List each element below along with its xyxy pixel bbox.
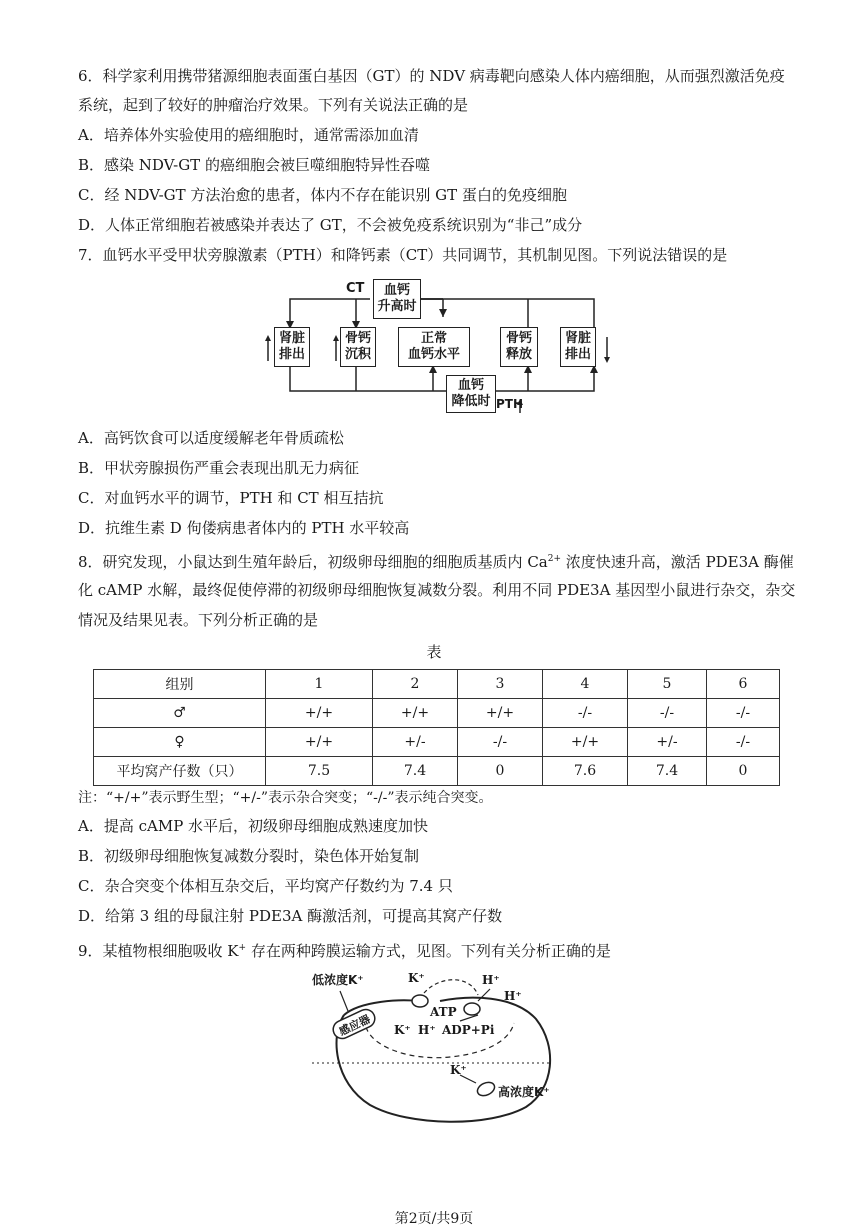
table-cell: +/+ xyxy=(266,699,373,728)
q6-option-a: A．培养体外实验使用的癌细胞时，通常需添加血清 xyxy=(78,126,419,144)
table-cell: +/+ xyxy=(458,699,543,728)
adp-label: ADP+Pi xyxy=(442,1023,495,1037)
q8-ca-charge: 2+ xyxy=(547,554,562,564)
table-cell: -/- xyxy=(628,699,707,728)
high-k-label: 高浓度K⁺ xyxy=(498,1085,550,1099)
box-kidney-right-line1: 肾脏 xyxy=(564,331,591,346)
h-top-label-1: H⁺ xyxy=(482,973,500,987)
box-calcium-high xyxy=(373,279,421,319)
table-cell: 7.6 xyxy=(543,757,628,786)
table-row xyxy=(94,757,780,786)
table-cell: +/+ xyxy=(543,728,628,757)
low-k-label: 低浓度K⁺ xyxy=(312,973,364,987)
header-cell: 组别 xyxy=(94,670,266,699)
q7-option-b: B．甲状旁腺损伤严重会表现出肌无力病征 xyxy=(78,459,360,477)
box-normal-line1: 正常 xyxy=(420,331,447,346)
box-calcium-high-line2: 升高时 xyxy=(377,299,417,314)
q7-option-d: D．抗维生素 D 佝偻病患者体内的 PTH 水平较高 xyxy=(78,519,410,537)
q6-option-c: C．经 NDV-GT 方法治愈的患者，体内不存在能识别 GT 蛋白的免疫细胞 xyxy=(78,186,567,204)
header-cell: 5 xyxy=(628,670,707,699)
pth-label: PTH xyxy=(496,397,524,411)
header-cell: 4 xyxy=(543,670,628,699)
q8-option-a: A．提高 cAMP 水平后，初级卵母细胞成熟速度加快 xyxy=(78,817,429,835)
table-cell: -/- xyxy=(458,728,543,757)
q9-stem-a: 9．某植物根细胞吸收 K xyxy=(78,942,239,960)
calcium-regulation-diagram xyxy=(258,277,614,417)
q7-stem: 7．血钙水平受甲状旁腺激素（PTH）和降钙素（CT）共同调节，其机制见图。下列说法错误的是 xyxy=(78,246,728,264)
h-top-label-2: H⁺ xyxy=(504,989,522,1003)
table-cell: 7.4 xyxy=(373,757,458,786)
q9-k-charge: + xyxy=(238,943,247,953)
header-cell: 2 xyxy=(373,670,458,699)
box-bone-deposit xyxy=(340,327,376,367)
ct-label: CT xyxy=(346,281,365,296)
q9-stem-b: 存在两种跨膜运输方式，见图。下列有关分析正确的是 xyxy=(246,942,611,960)
table-cell: 7.5 xyxy=(266,757,373,786)
q6-option-b: B．感染 NDV-GT 的癌细胞会被巨噬细胞特异性吞噬 xyxy=(78,156,430,174)
box-normal-calcium xyxy=(398,327,470,367)
box-kidney-left-line1: 肾脏 xyxy=(278,331,305,346)
box-calcium-low xyxy=(446,375,496,413)
header-cell: 3 xyxy=(458,670,543,699)
table-cell: +/+ xyxy=(373,699,458,728)
receptor-label: 感应器 xyxy=(337,1012,373,1039)
q6-stem-line2: 系统，起到了较好的肿瘤治疗效果。下列有关说法正确的是 xyxy=(78,96,469,114)
header-cell: 1 xyxy=(266,670,373,699)
table-cell: 0 xyxy=(458,757,543,786)
table-cell: 0 xyxy=(707,757,780,786)
table-note: 注：“+/+”表示野生型；“+/-”表示杂合突变；“-/-”表示纯合突变。 xyxy=(78,790,493,806)
atp-label: ATP xyxy=(430,1005,457,1019)
q8-stem-line1 xyxy=(78,549,794,572)
box-kidney-right-line2: 排出 xyxy=(564,347,591,362)
q6-stem-line1: 6．科学家利用携带猪源细胞表面蛋白基因（GT）的 NDV 病毒靶向感染人体内癌细胞，从而强烈激活免疫 xyxy=(78,67,785,85)
box-kidney-excrete-left xyxy=(274,327,310,367)
q8-option-d: D．给第 3 组的母鼠注射 PDE3A 酶激活剂，可提高其窝产仔数 xyxy=(78,907,503,925)
table-cell: +/- xyxy=(373,728,458,757)
table-cell: ♂ xyxy=(94,699,266,728)
q8-stem-line1-b: 浓度快速升高，激活 PDE3A 酶催 xyxy=(561,553,794,571)
table-caption: 表 xyxy=(426,643,442,661)
box-calcium-low-line2: 降低时 xyxy=(451,394,491,409)
table-cell: 平均窝产仔数（只） xyxy=(94,757,266,786)
k-inside-label: K⁺ xyxy=(394,1023,411,1037)
box-calcium-high-line1: 血钙 xyxy=(383,283,410,298)
box-bone-release xyxy=(500,327,538,367)
q8-option-c: C．杂合突变个体相互杂交后，平均窝产仔数约为 7.4 只 xyxy=(78,877,453,895)
box-bone-release-line1: 骨钙 xyxy=(505,331,532,346)
q8-stem-line3: 情况及结果见表。下列分析正确的是 xyxy=(78,611,319,629)
box-kidney-excrete-right xyxy=(560,327,596,367)
q8-stem-line1-a: 8．研究发现，小鼠达到生殖年龄后，初级卵母细胞的细胞质基质内 Ca xyxy=(78,553,548,571)
table-header-row xyxy=(94,670,780,699)
table-cell: -/- xyxy=(707,699,780,728)
k-bottom-label: K⁺ xyxy=(450,1063,467,1077)
table-cell: -/- xyxy=(543,699,628,728)
table-cell: +/- xyxy=(628,728,707,757)
k-transport-diagram xyxy=(300,965,560,1135)
q7-option-a: A．高钙饮食可以适度缓解老年骨质疏松 xyxy=(78,429,344,447)
h-inside-label: H⁺ xyxy=(418,1023,436,1037)
table-row xyxy=(94,728,780,757)
box-bone-deposit-line2: 沉积 xyxy=(344,347,371,362)
q9-stem xyxy=(78,938,611,961)
k-top-label: K⁺ xyxy=(408,971,425,985)
q8-option-b: B．初级卵母细胞恢复减数分裂时，染色体开始复制 xyxy=(78,847,420,865)
box-calcium-low-line1: 血钙 xyxy=(457,378,484,393)
table-cell: 7.4 xyxy=(628,757,707,786)
page-footer: 第2页/共9页 xyxy=(394,1211,474,1227)
box-normal-line2: 血钙水平 xyxy=(407,347,460,362)
q6-option-d: D．人体正常细胞若被感染并表达了 GT，不会被免疫系统识别为“非己”成分 xyxy=(78,216,583,234)
table-row xyxy=(94,699,780,728)
cross-results-table xyxy=(93,669,780,786)
q7-option-c: C．对血钙水平的调节，PTH 和 CT 相互拮抗 xyxy=(78,489,384,507)
table-cell: -/- xyxy=(707,728,780,757)
q8-stem-line2: 化 cAMP 水解，最终促使停滞的初级卵母细胞恢复减数分裂。利用不同 PDE3A 基因型小鼠进行杂交，杂交 xyxy=(78,581,796,599)
box-bone-deposit-line1: 骨钙 xyxy=(344,331,371,346)
table-cell: ♀ xyxy=(94,728,266,757)
header-cell: 6 xyxy=(707,670,780,699)
table-cell: +/+ xyxy=(266,728,373,757)
box-kidney-left-line2: 排出 xyxy=(278,347,305,362)
box-bone-release-line2: 释放 xyxy=(505,347,532,362)
